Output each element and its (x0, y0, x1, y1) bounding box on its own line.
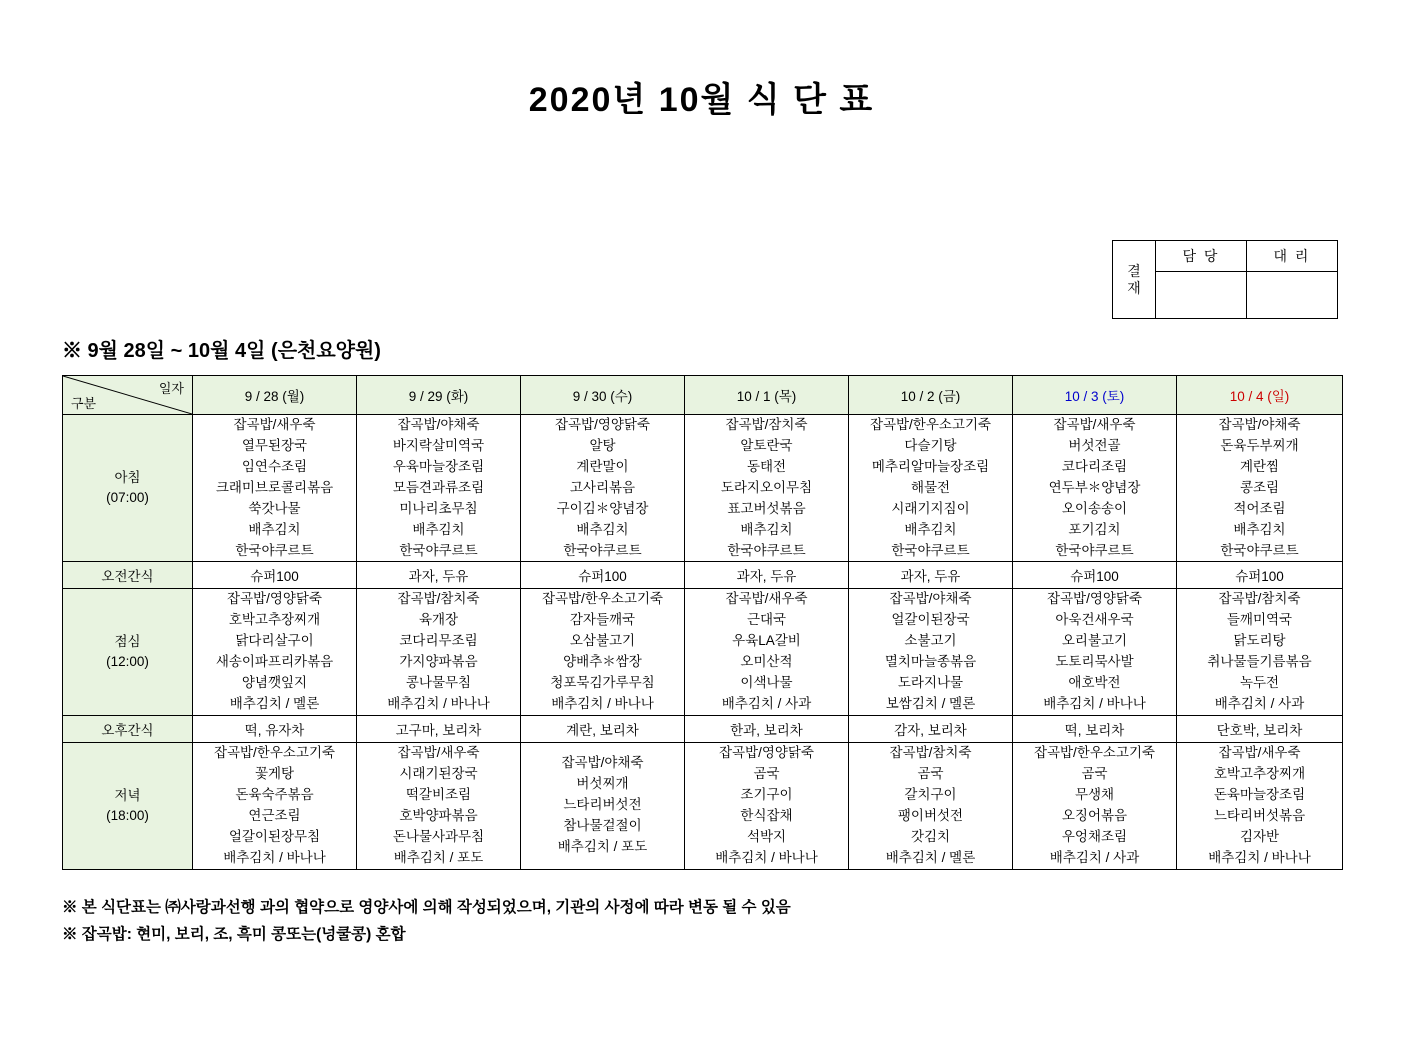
menu-item: 적어조림 (1233, 500, 1286, 516)
menu-item: 감자들깨국 (569, 612, 636, 628)
day-header-6: 10 / 4 (일) (1177, 376, 1343, 415)
menu-item: 우육LA갈비 (732, 633, 801, 649)
menu-item: 콩조림 (1239, 479, 1280, 495)
menu-item: 포기김치 (1068, 521, 1121, 537)
menu-item: 배추김치 / 바나나 (551, 696, 654, 712)
menu-item: 잡곡밥/야채죽 (889, 591, 972, 607)
menu-item: 표고버섯볶음 (727, 500, 806, 516)
menu-item: 배추김치 / 사과 (721, 696, 812, 712)
menu-item: 잡곡밥/새우죽 (725, 591, 808, 607)
corner-date-label: 일자 (158, 381, 184, 396)
menu-item: 버섯찌개 (576, 776, 629, 792)
dinner-cell-6 (1177, 742, 1343, 869)
breakfast-cell-1 (357, 415, 521, 562)
menu-item: 모듬견과류조림 (392, 479, 485, 495)
menu-item: 우육마늘장조림 (392, 458, 485, 474)
menu-item: 육개장 (418, 612, 459, 628)
morning-snack-cell-3: 과자, 두유 (685, 562, 849, 589)
menu-item: 곰국 (917, 765, 944, 781)
morning-snack-cell-1: 과자, 두유 (357, 562, 521, 589)
breakfast-cell-5 (1013, 415, 1177, 562)
menu-item: 닭도리탕 (1233, 633, 1286, 649)
menu-item: 잡곡밥/새우죽 (1218, 744, 1301, 760)
afternoon-snack-cell-0: 떡, 유자차 (193, 715, 357, 742)
dinner-cell-4 (849, 742, 1013, 869)
approval-stamp-box (1112, 240, 1338, 319)
menu-item: 무생채 (1074, 786, 1115, 802)
menu-item: 배추김치 / 바나나 (715, 849, 818, 865)
menu-item: 돈나물사과무침 (392, 828, 485, 844)
menu-item: 팽이버섯전 (897, 807, 964, 823)
menu-item: 시래기지짐이 (891, 500, 970, 516)
day-header-4: 10 / 2 (금) (849, 376, 1013, 415)
menu-item: 잡곡밥/영양닭죽 (1046, 591, 1143, 607)
afternoon-snack-cell-5: 떡, 보리차 (1013, 715, 1177, 742)
menu-item: 가지양파볶음 (399, 654, 478, 670)
approval-label-line2: 재 (1127, 279, 1141, 296)
dinner-cell-1 (357, 742, 521, 869)
footnote-1: ※ 본 식단표는 ㈜사랑과선행 과의 협약으로 영양사에 의해 작성되었으며, 기관의 사정에 따라 변동 될 수 있음 (62, 899, 791, 916)
menu-item: 소불고기 (904, 633, 957, 649)
menu-item: 쑥갓나물 (248, 500, 301, 516)
day-header-1: 9 / 29 (화) (357, 376, 521, 415)
menu-item: 한국야쿠르트 (399, 542, 478, 558)
menu-item: 잡곡밥/참치죽 (1218, 591, 1301, 607)
menu-item: 잡곡밥/영양닭죽 (226, 591, 323, 607)
lunch-label-main: 점심 (114, 633, 141, 649)
afternoon-snack-cell-3: 한과, 보리차 (685, 715, 849, 742)
menu-item: 잡곡밥/한우소고기죽 (213, 744, 336, 760)
menu-item: 참나물겉절이 (563, 818, 642, 834)
period-range: ※ 9월 28일 ~ 10월 4일 (은천요양원) (62, 340, 381, 362)
menu-item: 청포묵김가루무침 (550, 675, 655, 691)
menu-item: 느타리버섯볶음 (1213, 807, 1306, 823)
menu-item: 얼갈이된장국 (891, 612, 970, 628)
table-corner-header (63, 376, 193, 415)
lunch-label-time: (12:00) (106, 654, 149, 670)
menu-item: 잡곡밥/야채죽 (1218, 417, 1301, 432)
dinner-cell-5 (1013, 742, 1177, 869)
menu-item: 배추김치 (248, 521, 301, 537)
menu-item: 배추김치 (1233, 521, 1286, 537)
breakfast-cell-4 (849, 415, 1013, 562)
dinner-cell-0 (193, 742, 357, 869)
breakfast-cell-6 (1177, 415, 1343, 562)
menu-item: 버섯전골 (1068, 437, 1121, 453)
menu-item: 석박지 (746, 828, 787, 844)
day-header-0: 9 / 28 (월) (193, 376, 357, 415)
menu-item: 녹두전 (1239, 675, 1280, 691)
menu-item: 양념깻잎지 (241, 675, 308, 691)
day-header-2: 9 / 30 (수) (521, 376, 685, 415)
menu-item: 배추김치 / 바나나 (223, 849, 326, 865)
lunch-label (63, 589, 193, 716)
footnote-2: ※ 잡곡밥: 현미, 보리, 조, 흑미 콩또는(넝쿨콩) 혼합 (62, 926, 406, 944)
menu-item: 코다리무조림 (399, 633, 478, 649)
dinner-label (63, 742, 193, 869)
menu-item: 잡곡밥/영양닭죽 (554, 417, 651, 432)
afternoon-snack-cell-2: 계란, 보리차 (521, 715, 685, 742)
menu-item: 돈육숙주볶음 (235, 786, 314, 802)
menu-item: 잡곡밥/새우죽 (397, 744, 480, 760)
menu-item: 배추김치 / 바나나 (1208, 849, 1311, 865)
breakfast-label-time: (07:00) (106, 490, 149, 506)
morning-snack-cell-4: 과자, 두유 (849, 562, 1013, 589)
menu-item: 연근조림 (248, 807, 301, 823)
dinner-cell-2 (521, 742, 685, 869)
morning-snack-row (63, 562, 1343, 589)
menu-item: 알토란국 (740, 437, 793, 453)
menu-item: 한식잡채 (740, 807, 793, 823)
menu-item: 배추김치 / 사과 (1214, 696, 1305, 712)
dinner-cell-3 (685, 742, 849, 869)
afternoon-snack-cell-4: 감자, 보리차 (849, 715, 1013, 742)
morning-snack-cell-5: 슈퍼100 (1013, 562, 1177, 589)
menu-item: 갓김치 (910, 828, 951, 844)
breakfast-cell-3 (685, 415, 849, 562)
menu-item: 배추김치 / 사과 (1049, 849, 1140, 865)
morning-snack-cell-2: 슈퍼100 (521, 562, 685, 589)
afternoon-snack-cell-1: 고구마, 보리차 (357, 715, 521, 742)
menu-item: 배추김치 (740, 521, 793, 537)
menu-item: 잡곡밥/참치죽 (397, 591, 480, 607)
menu-item: 고사리볶음 (569, 479, 636, 495)
menu-item: 이색나물 (740, 675, 793, 691)
menu-item: 임연수조림 (241, 458, 308, 474)
approval-sign-manager[interactable] (1156, 272, 1247, 319)
menu-item: 들깨미역국 (1226, 612, 1293, 628)
menu-item: 미나리초무침 (399, 500, 478, 516)
approval-col-manager: 담 당 (1156, 241, 1247, 272)
menu-item: 계란찜 (1239, 458, 1280, 474)
menu-item: 닭다리살구이 (235, 633, 314, 649)
footnotes (62, 894, 791, 948)
day-header-3: 10 / 1 (목) (685, 376, 849, 415)
breakfast-row (63, 415, 1343, 562)
menu-item: 배추김치 / 바나나 (1043, 696, 1146, 712)
menu-item: 배추김치 / 포도 (393, 849, 484, 865)
menu-item: 멸치마늘종볶음 (884, 654, 977, 670)
menu-item: 호박고추장찌개 (228, 612, 321, 628)
menu-item: 연두부＊양념장 (1048, 479, 1141, 495)
menu-item: 우엉채조림 (1061, 828, 1128, 844)
afternoon-snack-row (63, 715, 1343, 742)
menu-item: 잡곡밥/새우죽 (1053, 417, 1136, 432)
approval-sign-deputy[interactable] (1247, 272, 1338, 319)
menu-item: 오미산적 (740, 654, 793, 670)
menu-item: 꽃게탕 (254, 765, 295, 781)
dinner-row (63, 742, 1343, 869)
menu-item: 곰국 (1081, 765, 1108, 781)
menu-item: 도라지나물 (897, 675, 964, 691)
menu-item: 한국야쿠르트 (1220, 542, 1299, 558)
afternoon-snack-cell-6: 단호박, 보리차 (1177, 715, 1343, 742)
menu-item: 취나물들기름볶음 (1207, 654, 1312, 670)
lunch-cell-4 (849, 589, 1013, 716)
approval-label (1113, 241, 1156, 319)
menu-item: 잡곡밥/야채죽 (561, 755, 644, 771)
menu-item: 배추김치 / 바나나 (387, 696, 490, 712)
menu-item: 돈육두부찌개 (1220, 437, 1299, 453)
menu-item: 새송이파프리카볶음 (215, 654, 334, 670)
morning-snack-cell-6: 슈퍼100 (1177, 562, 1343, 589)
lunch-cell-2 (521, 589, 685, 716)
menu-item: 시래기된장국 (399, 765, 478, 781)
menu-item: 호박고추장찌개 (1213, 765, 1306, 781)
afternoon-snack-label: 오후간식 (63, 715, 193, 742)
lunch-row (63, 589, 1343, 716)
menu-item: 한국야쿠르트 (1055, 542, 1134, 558)
morning-snack-cell-0: 슈퍼100 (193, 562, 357, 589)
menu-item: 계란말이 (576, 458, 629, 474)
menu-item: 오징어볶음 (1061, 807, 1128, 823)
menu-item: 잡곡밥/야채죽 (397, 417, 480, 432)
menu-item: 잡곡밥/영양닭죽 (718, 744, 815, 760)
menu-item: 배추김치 / 멜론 (885, 849, 976, 865)
menu-item: 콩나물무침 (405, 675, 472, 691)
breakfast-label (63, 415, 193, 562)
page-title: 2020년 10월 식 단 표 (528, 81, 875, 119)
morning-snack-label: 오전간식 (63, 562, 193, 589)
menu-document (0, 72, 1403, 1064)
table-header-row (63, 376, 1343, 415)
menu-item: 바지락살미역국 (392, 437, 485, 453)
menu-item: 잡곡밥/새우죽 (233, 417, 316, 432)
corner-division-label: 구분 (71, 396, 97, 411)
lunch-cell-0 (193, 589, 357, 716)
weekly-menu-table (62, 375, 1343, 870)
menu-item: 도토리묵사발 (1055, 654, 1134, 670)
menu-item: 잡곡밥/한우소고기죽 (1033, 744, 1156, 760)
menu-item: 열무된장국 (241, 437, 308, 453)
menu-item: 한국야쿠르트 (235, 542, 314, 558)
breakfast-cell-0 (193, 415, 357, 562)
menu-item: 크래미브로콜리볶음 (215, 479, 334, 495)
dinner-label-time: (18:00) (106, 807, 149, 823)
menu-item: 메추리알마늘장조림 (871, 458, 990, 474)
menu-item: 다슬기탕 (904, 437, 957, 453)
menu-item: 보쌈김치 / 멜론 (885, 696, 976, 712)
menu-item: 잡곡밥/참치죽 (889, 744, 972, 760)
menu-item: 돈육마늘장조림 (1213, 786, 1306, 802)
menu-item: 한국야쿠르트 (563, 542, 642, 558)
menu-item: 해물전 (910, 479, 951, 495)
menu-item: 배추김치 (576, 521, 629, 537)
menu-item: 배추김치 / 포도 (557, 839, 648, 855)
menu-item: 구이김＊양념장 (556, 500, 649, 516)
lunch-cell-6 (1177, 589, 1343, 716)
menu-item: 잡곡밥/한우소고기죽 (541, 591, 664, 607)
menu-item: 양배추＊쌈장 (563, 654, 642, 670)
menu-item: 알탕 (589, 437, 616, 453)
menu-item: 호박양파볶음 (399, 807, 478, 823)
menu-item: 떡갈비조림 (405, 786, 472, 802)
lunch-cell-3 (685, 589, 849, 716)
menu-item: 김자반 (1239, 828, 1280, 844)
menu-item: 배추김치 (412, 521, 465, 537)
menu-item: 조기구이 (740, 786, 793, 802)
menu-item: 도라지오이무침 (720, 479, 813, 495)
menu-item: 애호박전 (1068, 675, 1121, 691)
breakfast-label-main: 아침 (114, 469, 141, 485)
dinner-label-main: 저녁 (114, 787, 141, 803)
lunch-cell-1 (357, 589, 521, 716)
menu-item: 잡곡밥/한우소고기죽 (869, 417, 992, 432)
menu-item: 얼갈이된장무침 (228, 828, 321, 844)
menu-item: 오이송송이 (1061, 500, 1128, 516)
menu-item: 잡곡밥/잠치죽 (725, 417, 808, 432)
menu-item: 갈치구이 (904, 786, 957, 802)
menu-item: 아욱건새우국 (1055, 612, 1134, 628)
menu-item: 곰국 (753, 765, 780, 781)
menu-item: 동태전 (746, 458, 787, 474)
approval-col-deputy: 대 리 (1247, 241, 1338, 272)
menu-item: 느타리버섯전 (563, 797, 642, 813)
menu-item: 한국야쿠르트 (891, 542, 970, 558)
menu-item: 배추김치 (904, 521, 957, 537)
menu-item: 한국야쿠르트 (727, 542, 806, 558)
day-header-5: 10 / 3 (토) (1013, 376, 1177, 415)
menu-item: 오리불고기 (1061, 633, 1128, 649)
lunch-cell-5 (1013, 589, 1177, 716)
breakfast-cell-2 (521, 415, 685, 562)
menu-item: 코다리조림 (1061, 458, 1128, 474)
menu-item: 오삼불고기 (569, 633, 636, 649)
approval-label-line1: 결 (1127, 263, 1141, 280)
menu-item: 근대국 (746, 612, 787, 628)
menu-item: 배추김치 / 멜론 (229, 696, 320, 712)
